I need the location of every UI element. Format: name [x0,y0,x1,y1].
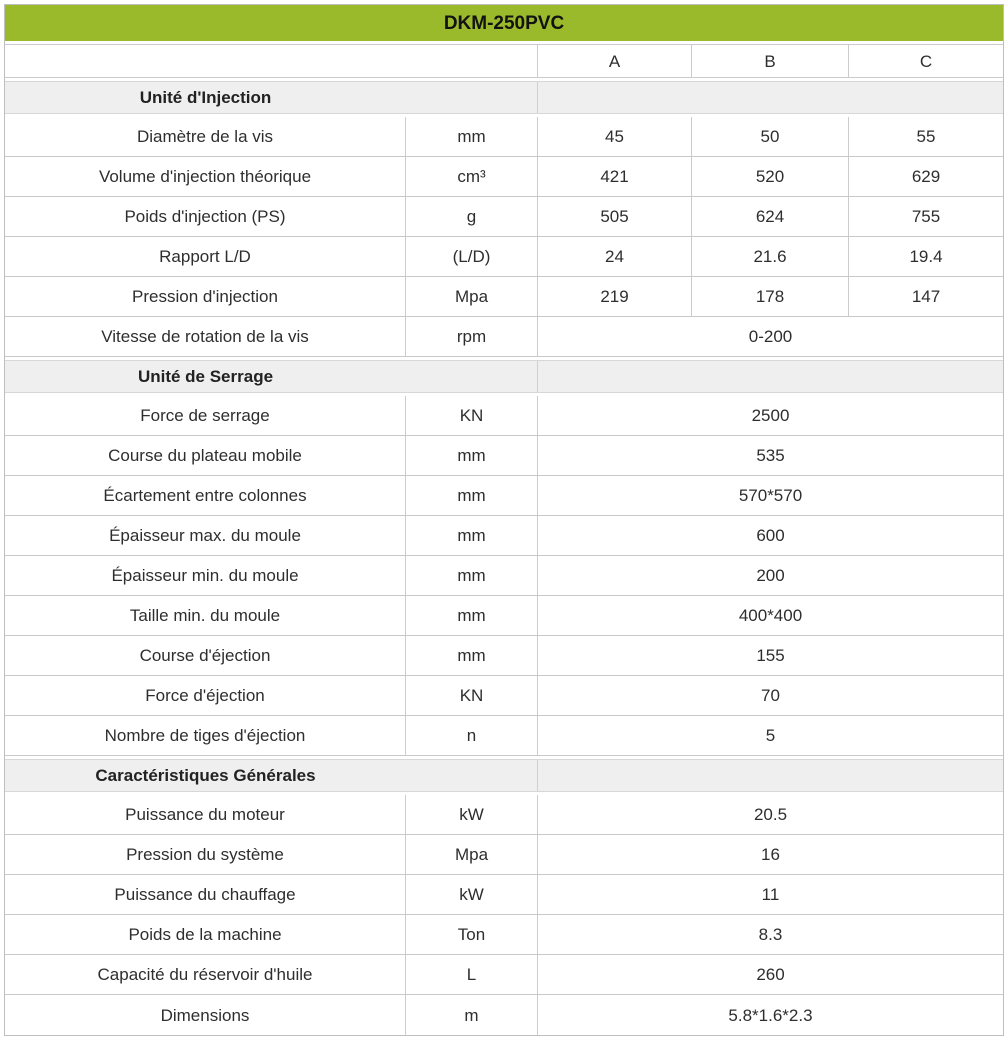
table-row [5,636,1003,676]
row-unit: mm [406,436,538,475]
value-a: 45 [538,117,692,156]
row-unit: g [406,197,538,236]
table-row [5,835,1003,875]
row-unit: kW [406,795,538,834]
merged-value: 70 [761,686,780,705]
row-label: Pression d'injection [5,277,406,316]
row-label: Dimensions [5,995,406,1035]
row-label: Diamètre de la vis [5,117,406,156]
column-header-b: B [692,45,849,77]
value-c: 19.4 [909,247,943,266]
section-header-general [5,759,1003,792]
table-row [5,596,1003,636]
row-unit: kW [406,875,538,914]
row-label: Capacité du réservoir d'huile [5,955,406,994]
row-unit: m [406,995,538,1035]
merged-value: 400*400 [738,606,803,625]
row-unit: mm [406,556,538,595]
row-unit: KN [406,676,538,715]
table-row [5,875,1003,915]
table-row [5,436,1003,476]
row-unit: mm [406,596,538,635]
column-header-row [5,44,1003,78]
merged-value: 535 [756,446,785,465]
table-row [5,716,1003,756]
table-row [5,556,1003,596]
table-row [5,157,1003,197]
row-label: Poids de la machine [5,915,406,954]
section-header-clamping [5,360,1003,393]
row-label: Taille min. du moule [5,596,406,635]
table-row [5,396,1003,436]
row-label: Volume d'injection théorique [5,157,406,196]
merged-value: 16 [761,845,780,864]
row-unit: cm³ [406,157,538,196]
row-label: Rapport L/D [5,237,406,276]
row-unit: mm [406,636,538,675]
table-row [5,915,1003,955]
value-c: 629 [911,167,941,186]
row-label: Puissance du moteur [5,795,406,834]
value-a: 421 [538,157,692,196]
table-title-row [5,5,1003,41]
table-row [5,955,1003,995]
table-row [5,795,1003,835]
row-unit: KN [406,396,538,435]
merged-value: 2500 [751,406,790,425]
row-label: Épaisseur min. du moule [5,556,406,595]
row-unit: mm [406,117,538,156]
table-row [5,516,1003,556]
merged-value: 11 [761,885,780,904]
spec-table [4,4,1004,1036]
value-c: 147 [911,287,941,306]
row-unit: mm [406,476,538,515]
section-title: Caractéristiques Générales [95,766,316,785]
table-row [5,277,1003,317]
section-header-injection [5,81,1003,114]
row-unit: n [406,716,538,755]
table-row [5,117,1003,157]
section-header-filler [538,760,1003,791]
merged-value: 5 [765,726,776,745]
value-b: 21.6 [692,237,849,276]
row-label: Vitesse de rotation de la vis [5,317,406,356]
row-unit: Mpa [406,835,538,874]
table-row [5,995,1003,1035]
section-title: Unité d'Injection [139,88,272,107]
merged-value: 570*570 [738,486,803,505]
merged-value: 0-200 [748,327,793,346]
row-unit: mm [406,516,538,555]
merged-value: 600 [756,526,785,545]
merged-value: 8.3 [758,925,783,944]
merged-value: 200 [756,566,785,585]
table-row [5,237,1003,277]
row-label: Force de serrage [5,396,406,435]
row-label: Nombre de tiges d'éjection [5,716,406,755]
merged-value: 155 [756,646,785,665]
row-unit: L [406,955,538,994]
column-header-empty [5,45,538,77]
row-unit: rpm [406,317,538,356]
value-a: 219 [538,277,692,316]
row-label: Force d'éjection [5,676,406,715]
table-row [5,317,1003,357]
value-b: 50 [692,117,849,156]
row-unit: Ton [406,915,538,954]
row-label: Course du plateau mobile [5,436,406,475]
table-row [5,676,1003,716]
table-row [5,476,1003,516]
row-unit: Mpa [406,277,538,316]
table-row [5,197,1003,237]
row-label: Poids d'injection (PS) [5,197,406,236]
column-header-c: C [919,51,933,71]
page-title: DKM-250PVC [443,12,565,34]
row-label: Écartement entre colonnes [5,476,406,515]
row-label: Pression du système [5,835,406,874]
value-c: 55 [916,127,936,146]
section-header-filler [538,361,1003,392]
value-a: 505 [538,197,692,236]
value-b: 178 [692,277,849,316]
value-b: 520 [692,157,849,196]
row-label: Puissance du chauffage [5,875,406,914]
row-unit: (L/D) [406,237,538,276]
merged-value: 5.8*1.6*2.3 [728,1005,813,1025]
section-header-filler [538,82,1003,113]
value-b: 624 [692,197,849,236]
section-title: Unité de Serrage [137,367,274,386]
value-a: 24 [538,237,692,276]
column-header-a: A [538,45,692,77]
row-label: Épaisseur max. du moule [5,516,406,555]
value-c: 755 [911,207,941,226]
merged-value: 260 [756,965,785,984]
merged-value: 20.5 [753,805,788,824]
row-label: Course d'éjection [5,636,406,675]
